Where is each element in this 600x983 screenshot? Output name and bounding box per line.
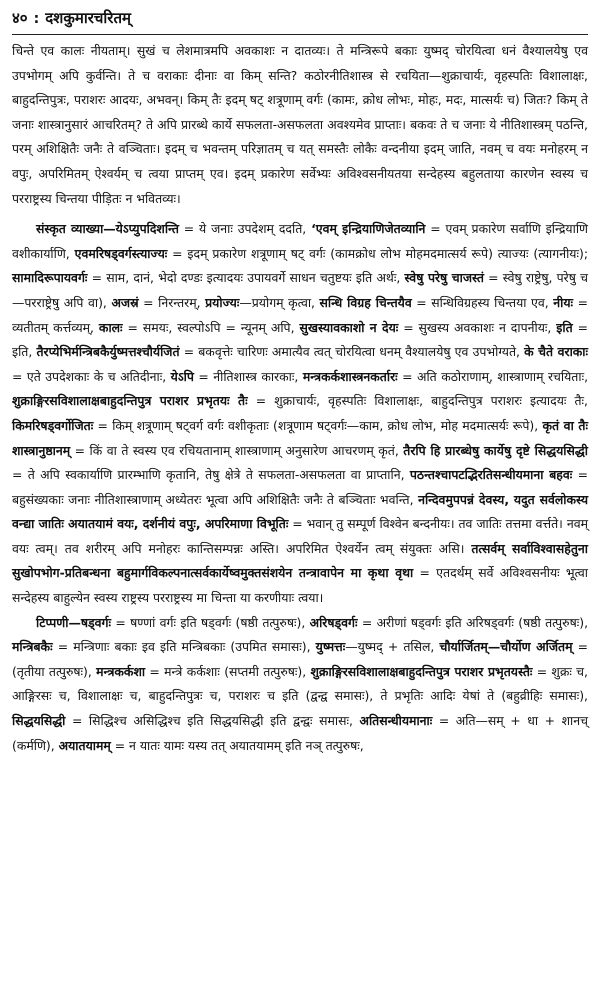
bold-term: तैरपि हि प्रारब्धेषु कार्येषु दृष्टे सिद्धयसिद्धी — [403, 442, 588, 458]
text-run: = एवम् प्रकारेण सर्वाणि इन्द्रियाणि वशीकार्याणि, — [12, 221, 588, 261]
text-run: = ये जनाः उपदेशम् ददति, — [178, 221, 312, 237]
text-run: = सिद्धिश्च असिद्धिश्च इति सिद्धयसिद्धी इति द्वन्द्वः समासः, — [65, 713, 360, 729]
text-run: = शुक्रः च, आङ्गिरसः च, विशालाक्षः च, बाहुदन्तिपुत्रः च, पराशरः च इति (द्वन्द्व समासः), ते प्रभृतिः आदिः येषां ते (बहुव्रीहिः समासः), — [12, 663, 588, 704]
text-run: = षण्णां वर्गः इति षड्वर्गः (षष्ठी तत्पुरुषः), — [111, 614, 310, 630]
bold-term: कृतं वा तैः शास्त्रानुष्ठानम् — [12, 417, 589, 458]
bold-term: पठन्तश्चापटद्भिरतिसन्धीयमाना बहवः — [409, 467, 573, 483]
bold-term: कालः — [98, 319, 123, 335]
text-run: = इति, — [12, 319, 588, 360]
text-run: = अति—सम् + धा + शानच् (कर्मणि), — [12, 713, 588, 753]
text-run: = बहुसंख्यकाः जनाः नीतिशास्त्राणाम् अध्येतरः भूत्वा अपि अशिक्षितैः जनैः ते बञ्चिताः भवन्ति, — [12, 467, 588, 507]
text-run: = भवान् तु सम्पूर्ण विश्वेन बन्दनीयः। तव जातिः तत्तमा वर्त्तते। नवम् वयः त्वम्। तव शरीरम् अपि मनोहरः कान्तिसम्पन्नः अस्ति। अपरिमित ऐश्वर्येन त्वम् संयुक्तः असि। — [12, 516, 588, 556]
text-run: = समयः, स्वल्पोऽपि = न्यूनम् अपि, — [122, 319, 300, 335]
text-run: = व्यतीतम् कर्त्तव्यम्, — [12, 294, 589, 335]
bold-term: नन्दिवमुपपन्नं देवस्य, यदुत सर्वलोकस्य वन्द्या जातिः अयातयामं वयः, दर्शनीयं वपुः, अपरिमाणा विभूतिः — [12, 491, 589, 532]
sanskrit-vyakhya-paragraph — [12, 217, 588, 611]
bold-term: स्वेषु परेषु चाजस्तं — [404, 270, 484, 286]
text-run: चिन्ते एव कालः नीयताम्। सुखं च लेशमात्रमपि अवकाशः न दातव्यः। ते मन्त्रिरूपे बकाः युष्मद् चोरयित्वा धनं वैश्यालयेषु एव उपभोगम् अपि कुर्वन्ति। ते च वराकाः दीनाः वा किम् सन्ति? कठोरनीतिशास्त्र से रचयिता—शुक्राचार्यः, वृहस्पतिः विशालाक्षः, बाहुदन्तिपुत्रः, पराशरः आदयः, अभवन्। किम् तैः इदम् षट् शत्रूणाम् वर्गः (कामः, क्रोध लोभः, मोहः, मदः, मात्सर्यः च) जितः? किम् ते जनाः शास्त्रानुसारं आचरितम्? ते अपि प्रारब्धे कार्ये सफलता-असफलता अवश्यमेव प्राप्ताः। बकवः ते च जनाः ये नीतिशास्त्रम् पठन्ति, परम् अशिक्षितैः जनैः ते वञ्चिताः। इदम् च भवन्तम् परिज्ञातम् च यत् समस्तैः लोकैः वन्दनीया इदम् जाति, नवम् च वयः मनोहरम् न वपुः, अपरिमितम् ऐश्वर्यम् च त्वया प्राप्तम् एव। इदम् प्रकारेण सर्वेभ्यः अविश्वसनीयतया सन्देहस्य बहुलताया कारणेन स्वस्य च परराष्ट्रस्य चिन्तया पीड़ितः न भवितव्यः। — [12, 43, 588, 206]
bold-term: मन्त्रकर्कशा — [96, 663, 146, 679]
text-run: = एते उपदेशकाः के च अतिदीनाः, — [12, 368, 171, 384]
text-run: = अरीणां षड्वर्गः इति अरिषड्वर्गः (षष्ठी तत्पुरुषः), — [357, 614, 589, 630]
bold-term: शुक्राङ्गिरसविशालाक्षबाहुदन्तिपुत्र पराशर प्रभृतयः तैः — [12, 393, 248, 409]
bold-term: सिद्धयसिद्धी — [12, 713, 66, 729]
bold-term: युष्मत्तः — [315, 639, 346, 655]
text-run: = एतदर्थम् सर्वे अविश्वसनीयः भूत्वा सन्देहस्य बाहुल्येन स्वस्य राष्ट्रस्य परराष्ट्रस्य मा चिन्ता या करणीयाः त्वया। — [12, 565, 588, 606]
text-run: = मन्त्रिणाः बकाः इव इति मन्त्रिबकाः (उपमित समासः), — [52, 639, 316, 655]
bold-term: शुक्राङ्गिरसविशालाक्षबाहुदन्तिपुत्र पराशर प्रभृतयस्तैः — [310, 663, 533, 679]
bold-term: एवमरिषड्वर्गस्त्याज्यः — [74, 245, 168, 261]
text-run: = किम् शत्रूणाम् षट्वर्ग वर्गः वशीकृताः (शत्रूणाम षट्वर्गः—काम, क्रोध लोभ, मोह मदमात्सर्यः रूपे), — [93, 417, 543, 433]
bold-term: प्रयोज्यः — [205, 294, 240, 310]
page-header — [12, 8, 588, 35]
text-run: = बकवृत्तेः चारिणः अमात्यैव त्वत् चोरयित्वा धनम् वैश्यालयेषु एव उपभोग्यते, — [179, 344, 525, 360]
bold-term: अयातयामम् — [58, 737, 111, 753]
text-run: = ते अपि स्वकार्याणि प्रारम्भाणि कृतानि, तेषु क्षेत्रे ते सफलता-असफलता वा प्राप्तानि, — [12, 467, 410, 483]
bold-term: ‘एवम् इन्द्रियाणिजेतव्यानि — [311, 221, 426, 237]
bold-term: सामादिरूपायवर्गः — [12, 270, 88, 286]
bold-term: किमरिषड्वर्गोजितः — [12, 417, 94, 433]
text-run: = निरन्तरम्, — [138, 294, 206, 310]
tippani-paragraph — [12, 611, 588, 759]
bold-term: तैरप्येभिर्मन्त्रिबकैर्युष्मत्तश्चौर्यजितं — [36, 344, 180, 360]
text-run: = न यातः यामः यस्य तत् अयातयामम् इति नञ् तत्पुरुषः, — [110, 737, 364, 753]
bold-term: सन्धि विग्रह चिन्तयैव — [319, 294, 412, 310]
page-number: ४० — [12, 9, 28, 27]
text-run: = अति कठोराणाम्, शास्त्राणाम् रचयिताः, — [397, 368, 589, 384]
text-run: = मन्त्रे कर्कशाः (सप्तमी तत्पुरुषः), — [145, 663, 311, 679]
text-run: —युष्मद् + तसिल, — [345, 639, 440, 655]
text-run: = इदम् प्रकारेण शत्रूणाम् षट् वर्गः (कामक्रोध लोभ मोहमदमात्सर्य रूपे) त्याज्यः (त्यागनीयः); — [167, 245, 588, 261]
header-separator: : — [33, 11, 40, 27]
bold-term: मन्त्रकर्कशास्त्रनकर्तारः — [302, 368, 398, 384]
bold-term: मन्त्रिबकैः — [12, 639, 53, 655]
text-run: = साम, दानं, भेदो दण्डः इत्यादयः उपायवर्गे साधन चतुष्टयः इति अर्थः, — [87, 270, 405, 286]
text-run: = (तृतीया तत्पुरुषः), — [12, 639, 588, 679]
translation-paragraph — [12, 39, 588, 211]
bold-term: के चैते वराकाः — [524, 344, 589, 360]
bold-term: संस्कृत व्याख्या—येऽप्युपदिशन्ति — [36, 221, 179, 237]
bold-term: तत्सर्वम् सर्वाविश्वासहेतुना सुखोपभोग-प्रतिबन्धना बहुमार्गविकल्पनात्सर्वकार्येष्वमुक्तसंशयेन तन्त्रावापेन मा कृथा वृथा — [12, 540, 588, 581]
text-run: = सुखस्य अवकाशः न दापनीयः, — [398, 319, 557, 335]
text-run: = सन्धिविग्रहस्य चिन्तया एव, — [411, 294, 554, 310]
bold-term: सुखस्यावकाशो न देयः — [299, 319, 399, 335]
bold-term: नीयः — [553, 294, 574, 310]
bold-term: अरिषड्वर्गः — [309, 614, 358, 630]
text-run: = स्वेषु राष्ट्रेषु, परेषु च—परराष्ट्रेषु अपि वा), — [12, 270, 588, 310]
bold-term: चौर्यार्जितम्—चौर्योण अर्जितम् — [439, 639, 573, 655]
text-run: = नीतिशास्त्र कारकाः, — [193, 368, 303, 384]
text-run: = शुक्राचार्यः, वृहस्पतिः विशालाक्षः, बाहुदन्तिपुत्र पराशरः इत्यादयः तैः, — [247, 393, 588, 409]
bold-term: येऽपि — [170, 368, 194, 384]
bold-term: अतिसन्धीयमानाः — [359, 713, 433, 729]
bold-term: टिप्पणी—षड्वर्गः — [36, 614, 112, 630]
text-run: —प्रयोगम् कृत्वा, — [239, 294, 320, 310]
bold-term: अजस्रं — [111, 294, 139, 310]
text-run: = किं वा ते स्वस्य एव रचियतानाम् शास्त्राणाम् अनुसारेण आचरणम् कृतं, — [70, 442, 404, 458]
book-title: दशकुमारचरितम् — [45, 9, 131, 27]
bold-term: इति — [556, 319, 573, 335]
